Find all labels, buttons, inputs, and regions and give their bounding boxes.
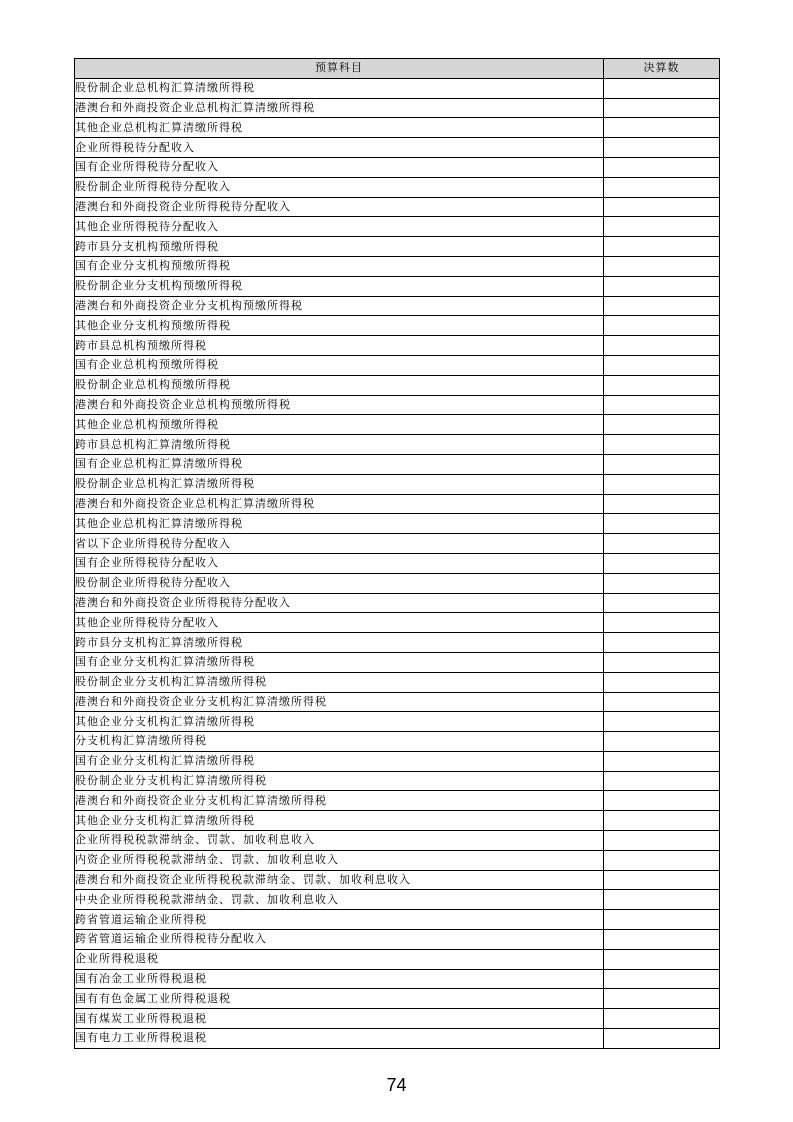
budget-item-label: 内资企业所得税税款滞纳金、罚款、加收利息收入 — [75, 850, 604, 870]
budget-item-label: 其他企业所得税待分配收入 — [75, 613, 604, 633]
budget-item-label: 股份制企业总机构汇算清缴所得税 — [75, 78, 604, 98]
table-row — [75, 237, 720, 257]
table-row — [75, 375, 720, 395]
budget-item-label: 分支机构汇算清缴所得税 — [75, 732, 604, 752]
budget-item-label: 其他企业分支机构汇算清缴所得税 — [75, 811, 604, 831]
budget-item-label: 港澳台和外商投资企业分支机构汇算清缴所得税 — [75, 692, 604, 712]
budget-item-label: 股份制企业所得税待分配收入 — [75, 573, 604, 593]
budget-item-label: 港澳台和外商投资企业所得税待分配收入 — [75, 197, 604, 217]
final-amount-cell — [604, 613, 720, 633]
final-amount-cell — [604, 850, 720, 870]
final-amount-cell — [604, 395, 720, 415]
final-amount-cell — [604, 949, 720, 969]
final-amount-cell — [604, 197, 720, 217]
table-row — [75, 692, 720, 712]
final-amount-cell — [604, 732, 720, 752]
table-row — [75, 474, 720, 494]
table-row — [75, 811, 720, 831]
table-row — [75, 157, 720, 177]
table-row — [75, 850, 720, 870]
table-body — [75, 78, 720, 1048]
budget-item-label: 国有有色金属工业所得税退税 — [75, 989, 604, 1009]
table-header-row — [75, 59, 720, 79]
table-row — [75, 751, 720, 771]
budget-item-label: 国有企业分支机构汇算清缴所得税 — [75, 751, 604, 771]
table-row — [75, 870, 720, 890]
budget-item-label: 其他企业总机构汇算清缴所得税 — [75, 514, 604, 534]
table-row — [75, 276, 720, 296]
budget-item-label: 跨市县总机构汇算清缴所得税 — [75, 435, 604, 455]
budget-item-label: 股份制企业分支机构汇算清缴所得税 — [75, 771, 604, 791]
final-amount-cell — [604, 672, 720, 692]
budget-item-label: 其他企业分支机构预缴所得税 — [75, 316, 604, 336]
final-amount-cell — [604, 751, 720, 771]
budget-item-label: 跨市县分支机构预缴所得税 — [75, 237, 604, 257]
table-row — [75, 910, 720, 930]
final-amount-cell — [604, 831, 720, 851]
final-amount-cell — [604, 138, 720, 158]
table-row — [75, 930, 720, 950]
final-amount-cell — [604, 296, 720, 316]
budget-item-label: 企业所得税退税 — [75, 949, 604, 969]
table-row — [75, 217, 720, 237]
budget-item-label: 股份制企业所得税待分配收入 — [75, 177, 604, 197]
final-amount-cell — [604, 118, 720, 138]
final-amount-cell — [604, 256, 720, 276]
final-amount-cell — [604, 573, 720, 593]
table-row — [75, 534, 720, 554]
table-row — [75, 593, 720, 613]
final-amount-cell — [604, 316, 720, 336]
table-row — [75, 613, 720, 633]
final-amount-cell — [604, 652, 720, 672]
page-number: 74 — [386, 1075, 407, 1095]
final-amount-cell — [604, 474, 720, 494]
table-row — [75, 296, 720, 316]
table-row — [75, 336, 720, 356]
final-amount-cell — [604, 910, 720, 930]
table-row — [75, 138, 720, 158]
table-row — [75, 573, 720, 593]
table-row — [75, 949, 720, 969]
table-row — [75, 672, 720, 692]
budget-item-label: 其他企业总机构汇算清缴所得税 — [75, 118, 604, 138]
table-row — [75, 989, 720, 1009]
budget-item-label: 其他企业所得税待分配收入 — [75, 217, 604, 237]
final-amount-cell — [604, 534, 720, 554]
budget-item-label: 国有企业所得税待分配收入 — [75, 553, 604, 573]
final-amount-cell — [604, 712, 720, 732]
final-amount-cell — [604, 890, 720, 910]
budget-item-label: 港澳台和外商投资企业总机构汇算清缴所得税 — [75, 98, 604, 118]
table-row — [75, 1009, 720, 1029]
budget-item-label: 国有冶金工业所得税退税 — [75, 969, 604, 989]
budget-item-label: 股份制企业总机构预缴所得税 — [75, 375, 604, 395]
final-amount-cell — [604, 78, 720, 98]
final-amount-cell — [604, 930, 720, 950]
table-row — [75, 652, 720, 672]
table-row — [75, 732, 720, 752]
final-amount-cell — [604, 593, 720, 613]
final-amount-cell — [604, 355, 720, 375]
final-amount-cell — [604, 336, 720, 356]
final-amount-cell — [604, 177, 720, 197]
final-amount-cell — [604, 553, 720, 573]
table-row — [75, 890, 720, 910]
final-amount-cell — [604, 415, 720, 435]
final-amount-cell — [604, 514, 720, 534]
table-row — [75, 633, 720, 653]
final-amount-cell — [604, 633, 720, 653]
table-row — [75, 791, 720, 811]
table-row — [75, 831, 720, 851]
budget-item-label: 股份制企业分支机构预缴所得税 — [75, 276, 604, 296]
budget-item-label: 其他企业总机构预缴所得税 — [75, 415, 604, 435]
final-amount-cell — [604, 276, 720, 296]
table-row — [75, 553, 720, 573]
budget-item-label: 股份制企业总机构汇算清缴所得税 — [75, 474, 604, 494]
budget-item-label: 企业所得税税款滞纳金、罚款、加收利息收入 — [75, 831, 604, 851]
budget-item-label: 国有企业总机构预缴所得税 — [75, 355, 604, 375]
final-amount-cell — [604, 870, 720, 890]
budget-item-label: 跨市县分支机构汇算清缴所得税 — [75, 633, 604, 653]
budget-item-label: 国有企业分支机构汇算清缴所得税 — [75, 652, 604, 672]
final-amount-cell — [604, 811, 720, 831]
final-amount-cell — [604, 375, 720, 395]
budget-item-label: 港澳台和外商投资企业分支机构汇算清缴所得税 — [75, 791, 604, 811]
budget-table — [74, 58, 720, 1049]
budget-item-label: 企业所得税待分配收入 — [75, 138, 604, 158]
budget-item-label: 国有企业分支机构预缴所得税 — [75, 256, 604, 276]
table-row — [75, 415, 720, 435]
table-row — [75, 494, 720, 514]
final-amount-cell — [604, 157, 720, 177]
budget-item-label: 国有电力工业所得税退税 — [75, 1029, 604, 1049]
table-row — [75, 771, 720, 791]
final-amount-cell — [604, 454, 720, 474]
table-row — [75, 256, 720, 276]
budget-item-label: 股份制企业分支机构汇算清缴所得税 — [75, 672, 604, 692]
budget-item-label: 国有企业所得税待分配收入 — [75, 157, 604, 177]
budget-item-label: 跨省管道运输企业所得税 — [75, 910, 604, 930]
table-row — [75, 78, 720, 98]
header-final-amount: 决算数 — [604, 59, 720, 79]
final-amount-cell — [604, 1029, 720, 1049]
budget-item-label: 省以下企业所得税待分配收入 — [75, 534, 604, 554]
table-row — [75, 177, 720, 197]
table-row — [75, 1029, 720, 1049]
budget-item-label: 港澳台和外商投资企业总机构汇算清缴所得税 — [75, 494, 604, 514]
budget-item-label: 跨市县总机构预缴所得税 — [75, 336, 604, 356]
final-amount-cell — [604, 494, 720, 514]
final-amount-cell — [604, 791, 720, 811]
final-amount-cell — [604, 989, 720, 1009]
budget-item-label: 港澳台和外商投资企业分支机构预缴所得税 — [75, 296, 604, 316]
final-amount-cell — [604, 217, 720, 237]
final-amount-cell — [604, 692, 720, 712]
table-row — [75, 197, 720, 217]
budget-item-label: 中央企业所得税税款滞纳金、罚款、加收利息收入 — [75, 890, 604, 910]
budget-item-label: 国有煤炭工业所得税退税 — [75, 1009, 604, 1029]
budget-item-label: 港澳台和外商投资企业总机构预缴所得税 — [75, 395, 604, 415]
table-row — [75, 454, 720, 474]
budget-item-label: 跨省管道运输企业所得税待分配收入 — [75, 930, 604, 950]
budget-item-label: 港澳台和外商投资企业所得税税款滞纳金、罚款、加收利息收入 — [75, 870, 604, 890]
table-row — [75, 355, 720, 375]
final-amount-cell — [604, 98, 720, 118]
table-row — [75, 395, 720, 415]
table-row — [75, 118, 720, 138]
table-row — [75, 435, 720, 455]
table-row — [75, 712, 720, 732]
budget-item-label: 其他企业分支机构汇算清缴所得税 — [75, 712, 604, 732]
final-amount-cell — [604, 1009, 720, 1029]
final-amount-cell — [604, 969, 720, 989]
final-amount-cell — [604, 237, 720, 257]
budget-item-label: 国有企业总机构汇算清缴所得税 — [75, 454, 604, 474]
table-row — [75, 316, 720, 336]
table-row — [75, 969, 720, 989]
table-row — [75, 98, 720, 118]
final-amount-cell — [604, 771, 720, 791]
header-budget-item: 预算科目 — [75, 59, 604, 79]
budget-item-label: 港澳台和外商投资企业所得税待分配收入 — [75, 593, 604, 613]
final-amount-cell — [604, 435, 720, 455]
table-row — [75, 514, 720, 534]
